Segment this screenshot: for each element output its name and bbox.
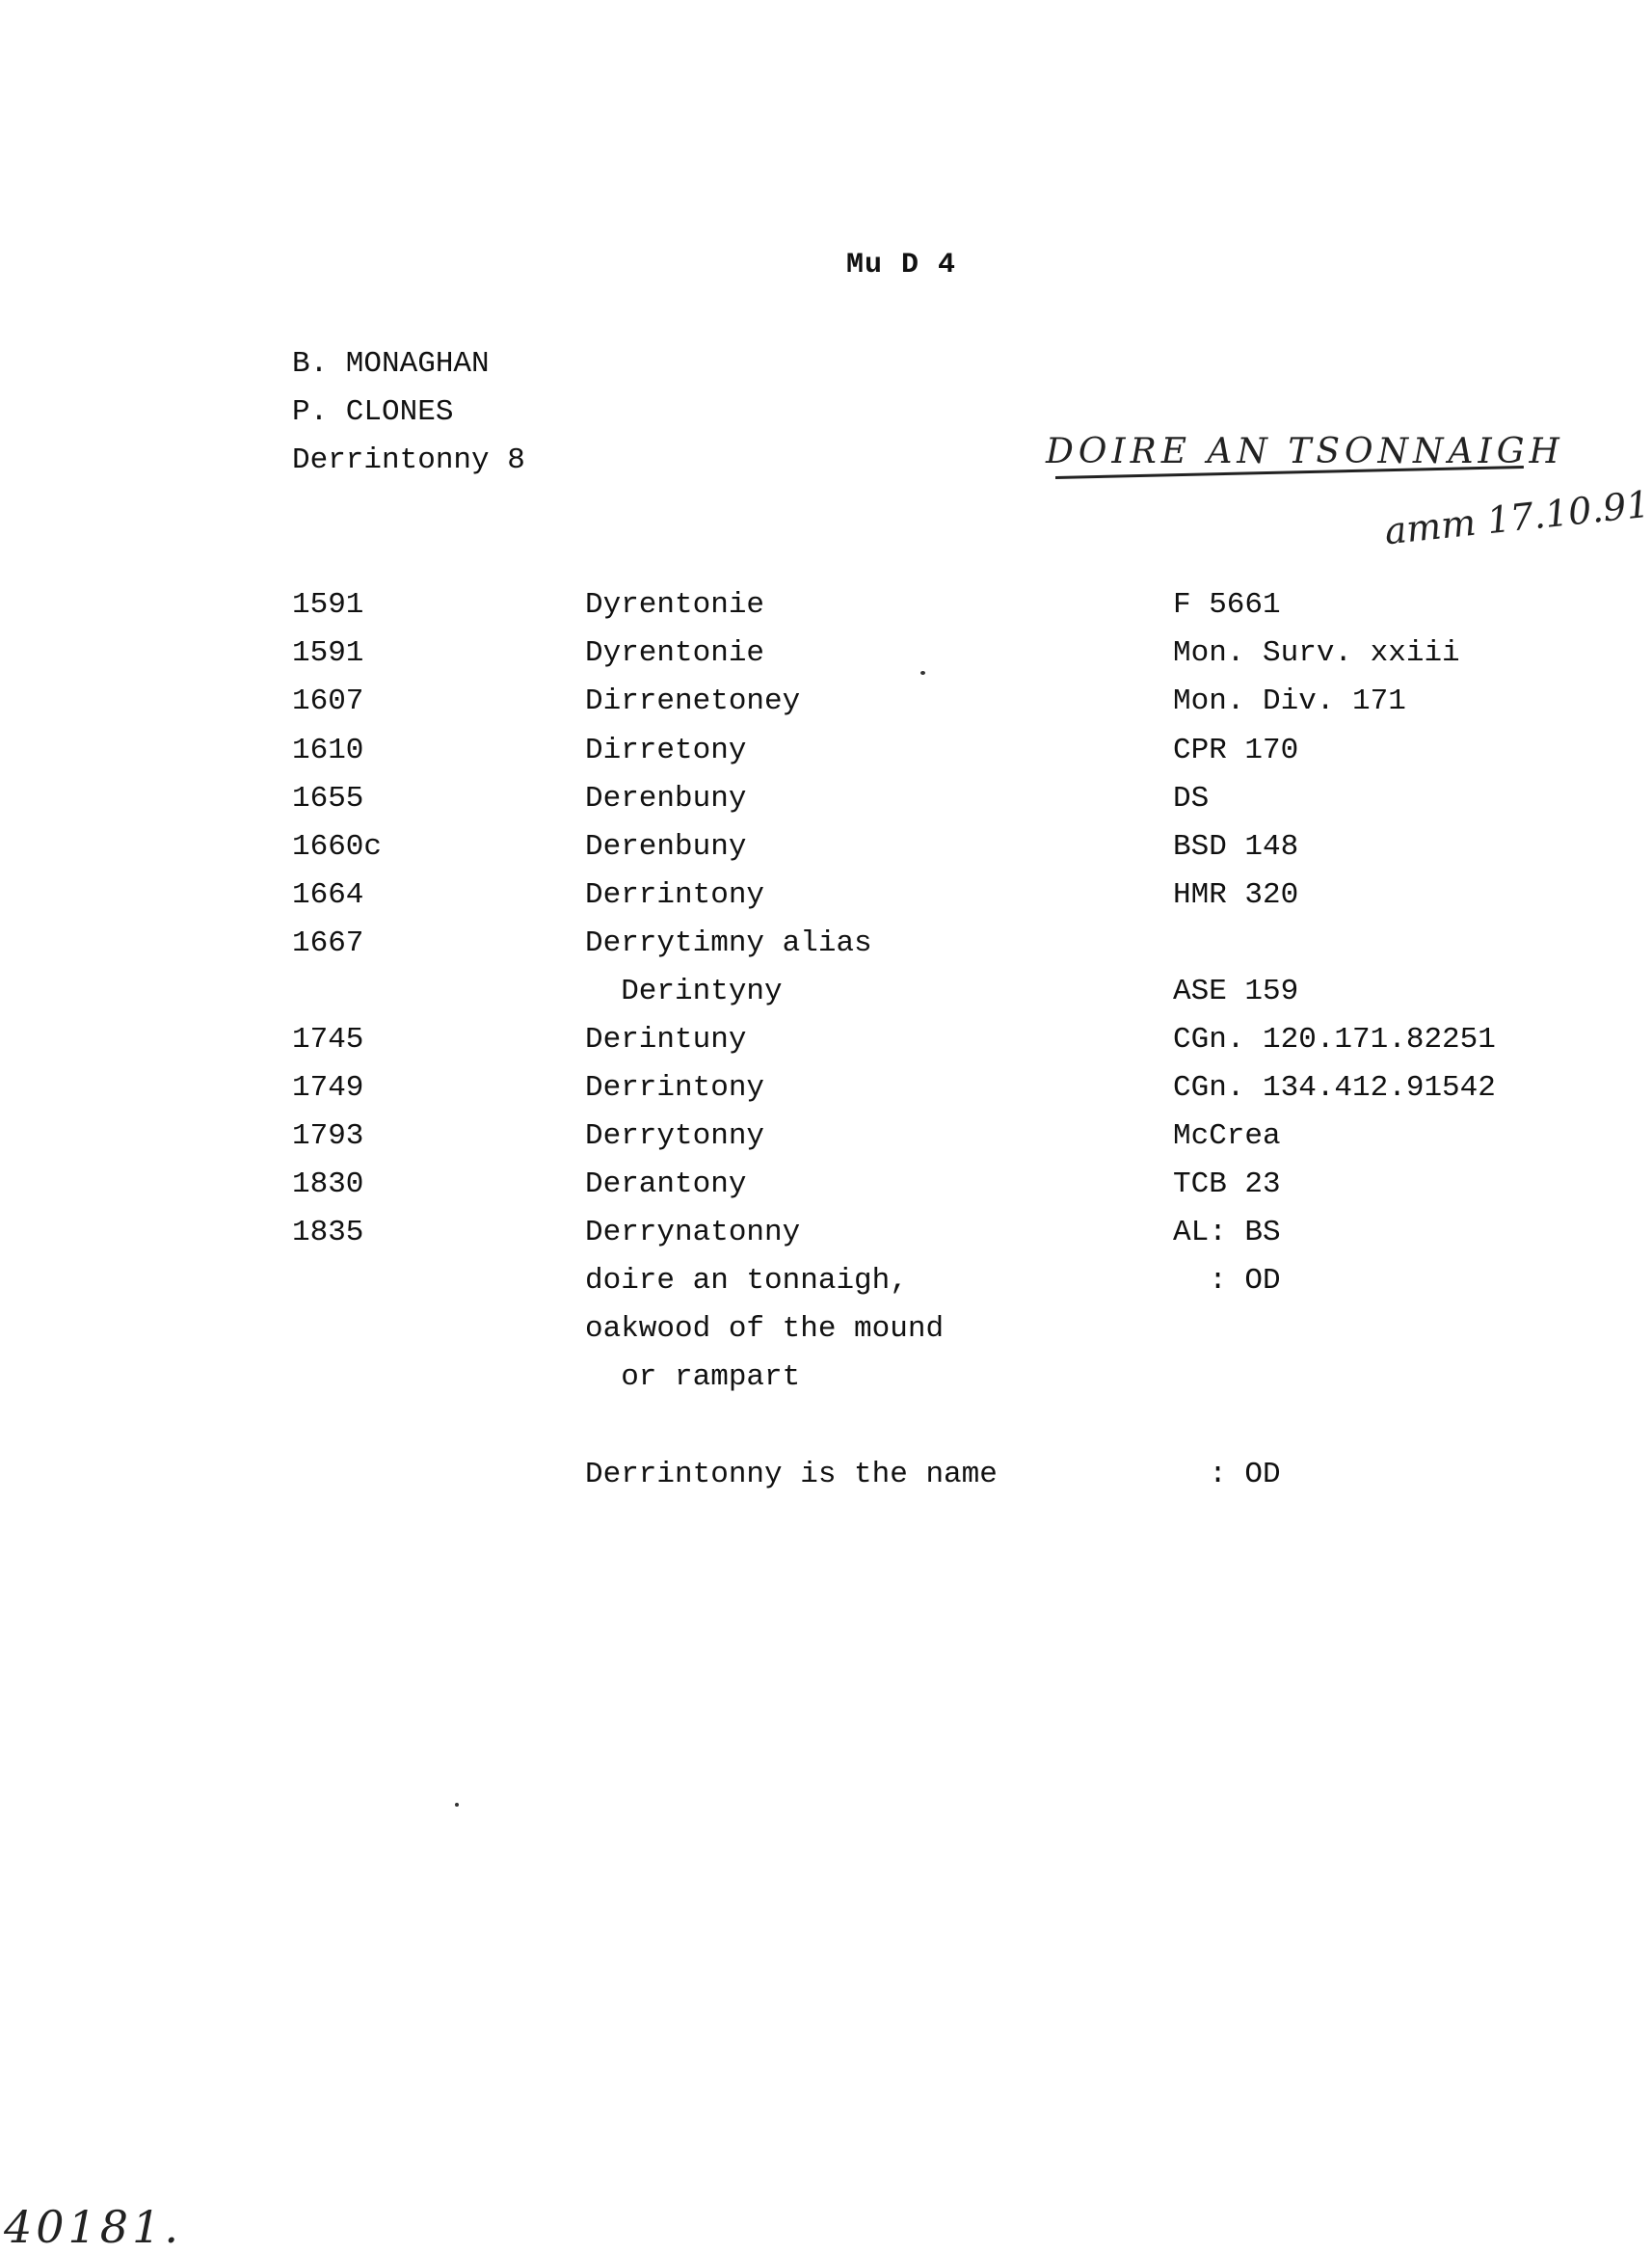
entry-year: 1745 [292,1023,364,1057]
handwritten-annotation: amm 17.10.91 [1382,482,1652,553]
entry-form: Derintyny [585,975,783,1008]
entry-form: Derrintony [585,1071,765,1105]
entry-year: 1610 [292,734,364,767]
entry-form: Dyrentonie [585,588,765,622]
entry-year: 1835 [292,1216,364,1249]
entry-source: TCB 23 [1173,1167,1281,1201]
entry-year: 1830 [292,1167,364,1201]
scan-speck [455,1803,459,1807]
entry-year: 1655 [292,782,364,816]
scan-speck [920,671,925,675]
handwritten-irish-form: DOIRE AN TSONNAIGH [1046,432,1564,471]
entry-year: 1664 [292,878,364,912]
entry-year: 1607 [292,684,364,718]
interpretation-source: : OD [1173,1264,1281,1298]
entry-form: Derrytonny [585,1119,765,1153]
handwritten-footer-number: 40181. [4,2201,182,2253]
note-text: Derrintonny is the name [585,1458,998,1491]
barony-label: B. MONAGHAN [292,347,490,381]
entry-source: HMR 320 [1173,878,1299,912]
entry-year: 1749 [292,1071,364,1105]
entry-year: 1793 [292,1119,364,1153]
entry-source: Mon. Surv. xxiii [1173,636,1460,670]
entry-form: Dirrenetoney [585,684,801,718]
entry-source: ASE 159 [1173,975,1299,1008]
entry-source: CGn. 134.412.91542 [1173,1071,1496,1105]
entry-source: BSD 148 [1173,830,1299,864]
interpretation-meaning-line-2: or rampart [585,1360,801,1394]
entry-source: F 5661 [1173,588,1281,622]
interpretation-irish: doire an tonnaigh, [585,1264,908,1298]
entry-form: Derenbuny [585,782,747,816]
entry-form: Derrynatonny [585,1216,801,1249]
entry-form: Dirretony [585,734,747,767]
entry-source: CPR 170 [1173,734,1299,767]
entry-year: 1591 [292,588,364,622]
entry-source: Mon. Div. 171 [1173,684,1406,718]
entry-source: CGn. 120.171.82251 [1173,1023,1496,1057]
entry-year: 1667 [292,926,364,960]
parish-label: P. CLONES [292,395,454,429]
entry-form: Derantony [585,1167,747,1201]
interpretation-meaning-line-1: oakwood of the mound [585,1312,945,1346]
entry-year: 1660c [292,830,383,864]
entry-form: Derintuny [585,1023,747,1057]
entry-source: McCrea [1173,1119,1281,1153]
document-code: Mu D 4 [846,249,957,282]
note-source: : OD [1173,1458,1281,1491]
entry-form: Derenbuny [585,830,747,864]
townland-label: Derrintonny 8 [292,443,525,477]
entry-source: DS [1173,782,1210,816]
entry-form: Derrytimny alias [585,926,872,960]
entry-form: Dyrentonie [585,636,765,670]
entry-year: 1591 [292,636,364,670]
entry-source: AL: BS [1173,1216,1281,1249]
entry-form: Derrintony [585,878,765,912]
